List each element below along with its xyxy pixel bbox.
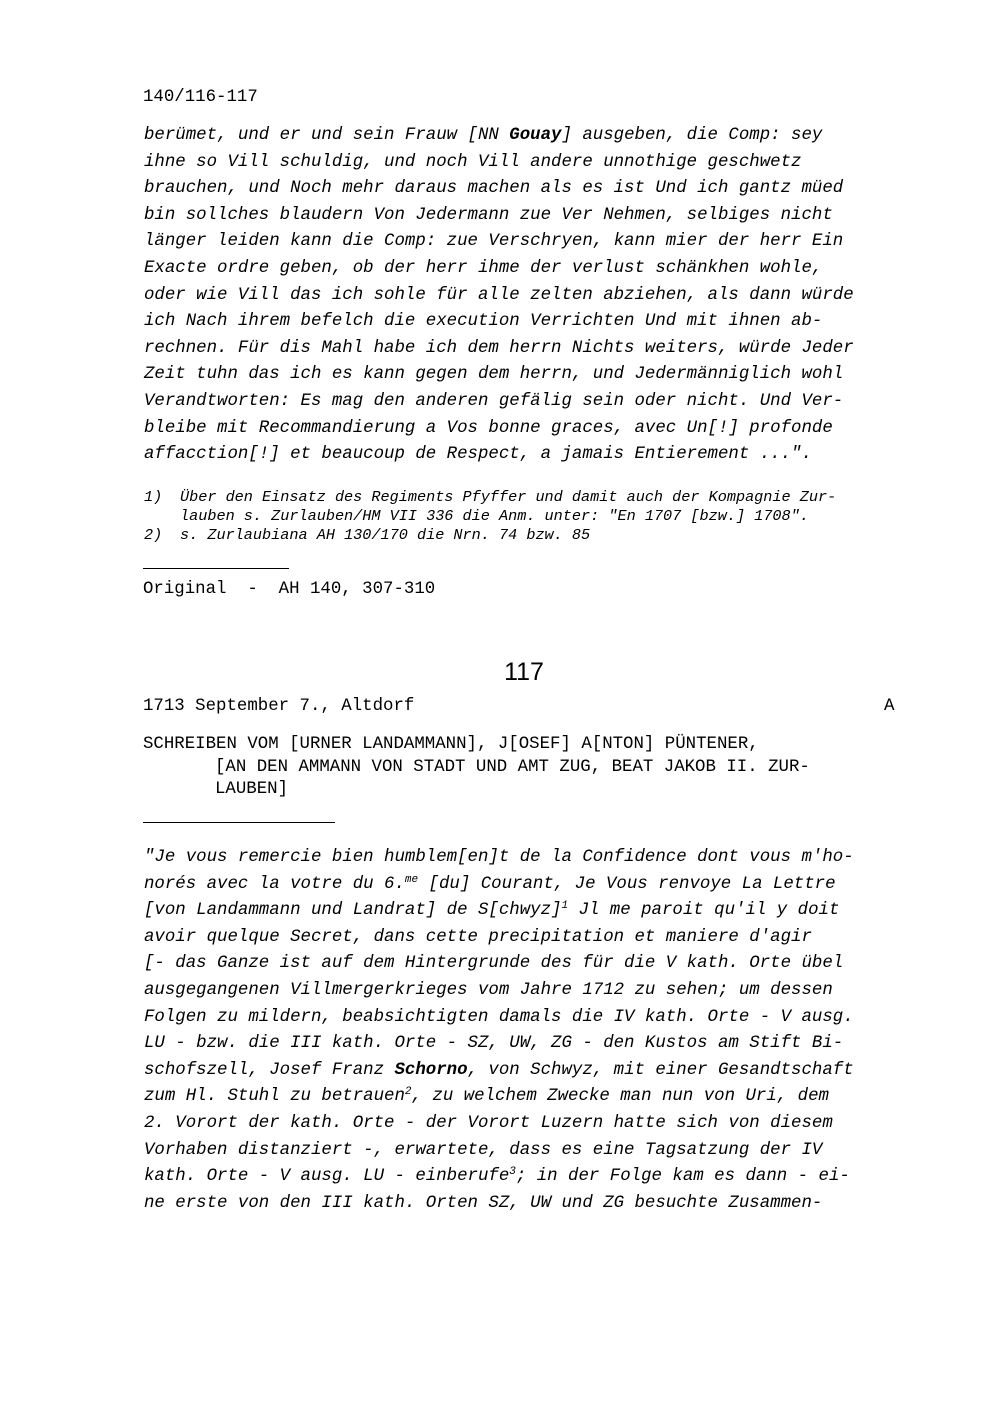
text-line xyxy=(144,203,904,230)
text-run: länger leiden kann die Comp: zue Verschryen, kann mier der herr Ein xyxy=(144,232,844,252)
document-number: 117 xyxy=(504,658,544,686)
text-run: schofszell, Josef Franz xyxy=(144,1060,395,1080)
text-line xyxy=(144,1084,914,1111)
footnote-line xyxy=(144,507,914,526)
superscript-ref: 1 xyxy=(561,900,569,913)
text-run: [von Landammann und Landrat] de S[chwyz] xyxy=(144,901,562,921)
bold-name: Gouay xyxy=(509,126,562,145)
text-run: ihne so Vill schuldig, und noch Vill andere unnothige geschwetz xyxy=(144,152,802,172)
text-line xyxy=(144,1191,914,1218)
text-run: affacction[!] et beaucoup de Respect, a jamais Entierement ...". xyxy=(144,445,812,465)
text-line xyxy=(144,336,904,363)
text-run: ne erste von den III kath. Orten SZ, UW und ZG besuchte Zusammen- xyxy=(144,1193,823,1213)
document-date-place: 1713 September 7., Altdorf xyxy=(143,697,415,716)
language-mark: A xyxy=(884,697,895,716)
text-line xyxy=(144,1005,914,1032)
text-run: bin sollches blaudern Von Jedermann zue Ver Nehmen, selbiges nicht xyxy=(144,205,833,225)
text-run: ich Nach ihrem befelch die execution Verrichten Und mit ihnen ab- xyxy=(144,312,823,332)
text-line xyxy=(144,951,914,978)
footnote-number: 1) xyxy=(144,488,163,506)
text-line xyxy=(144,1031,914,1058)
footnotes xyxy=(144,488,914,545)
document-title-line-3: LAUBEN] xyxy=(215,780,289,799)
text-line xyxy=(144,1138,914,1165)
text-line xyxy=(144,1111,914,1138)
text-run: [- das Ganze ist auf dem Hintergrunde des für die V kath. Orte übel xyxy=(144,954,844,974)
footnote-text: s. Zurlaubiana AH 130/170 die Nrn. 74 bzw. 85 xyxy=(180,526,591,544)
text-line xyxy=(144,256,904,283)
footnote-text: lauben s. Zurlauben/HM VII 336 die Anm. unter: "En 1707 [bzw.] 1708". xyxy=(180,507,809,525)
text-line xyxy=(144,898,914,925)
document-title-line-1: SCHREIBEN VOM [URNER LANDAMMANN], J[OSEF] A[NTON] PÜNTENER, xyxy=(143,735,759,754)
footnote-separator-rule xyxy=(143,568,289,569)
text-run: norés avec la votre du 6. xyxy=(144,874,405,894)
letter-body xyxy=(144,845,914,1217)
text-run: Zeit tuhn das ich es kann gegen dem herrn, und Jedermänniglich wohl xyxy=(144,365,844,385)
footnote-text: Über den Einsatz des Regiments Pfyffer und damit auch der Kompagnie Zur- xyxy=(180,488,837,506)
text-line xyxy=(144,925,914,952)
letter-continuation xyxy=(144,123,904,469)
text-line xyxy=(144,389,904,416)
text-run: , zu welchem Zwecke man nun von Uri, dem xyxy=(411,1087,829,1107)
page-header: 140/116-117 xyxy=(143,88,258,107)
text-line xyxy=(144,362,904,389)
source-note: Original - AH 140, 307-310 xyxy=(143,580,436,599)
footnote-line xyxy=(144,526,914,545)
text-line xyxy=(144,1164,914,1191)
title-separator-rule xyxy=(143,822,335,823)
text-line xyxy=(144,150,904,177)
superscript-ref: 2 xyxy=(404,1086,412,1099)
superscript-ref: 3 xyxy=(509,1166,516,1179)
text-run: ; in der Folge kam es dann - ei- xyxy=(515,1167,850,1187)
text-run: LU - bzw. die III kath. Orte - SZ, UW, ZG - den Kustos am Stift Bi- xyxy=(144,1034,844,1054)
text-run: Verandtworten: Es mag den anderen gefälig sein oder nicht. Und Ver- xyxy=(144,391,844,411)
text-run: ausgegangenen Villmergerkrieges vom Jahre 1712 zu sehen; um dessen xyxy=(144,980,833,1000)
text-line xyxy=(144,978,914,1005)
footnote-number: 2) xyxy=(144,526,163,544)
footnote-line xyxy=(144,488,914,507)
text-run: rechnen. Für dis Mahl habe ich dem herrn Nichts weiters, würde Jeder xyxy=(144,338,854,358)
text-run: [du] Courant, Je Vous renvoye La Lettre xyxy=(418,874,836,894)
text-run: Jl me paroit qu'il y doit xyxy=(568,901,840,921)
text-run: brauchen, und Noch mehr daraus machen als es ist Und ich gantz müed xyxy=(144,179,844,199)
text-run: , von Schwyz, mit einer Gesandtschaft xyxy=(467,1060,854,1080)
text-run: zum Hl. Stuhl zu betrauen xyxy=(144,1087,405,1107)
text-line xyxy=(144,416,904,443)
text-line xyxy=(144,123,904,150)
text-line xyxy=(144,442,904,469)
superscript-ref: me xyxy=(404,873,419,886)
text-line xyxy=(144,176,904,203)
text-line xyxy=(144,845,914,872)
document-title-line-2: [AN DEN AMMANN VON STADT UND AMT ZUG, BEAT JAKOB II. ZUR- xyxy=(215,758,810,777)
text-run: Folgen zu mildern, beabsichtigten damals die IV kath. Orte - V ausg. xyxy=(144,1007,854,1027)
text-run: ] ausgeben, die Comp: sey xyxy=(561,126,823,145)
text-line xyxy=(144,229,904,256)
bold-name: Schorno xyxy=(394,1060,468,1080)
text-run: Exacte ordre geben, ob der herr ihme der verlust schänkhen wohle, xyxy=(144,258,823,278)
text-run: oder wie Vill das ich sohle für alle zelten abziehen, als dann würde xyxy=(144,285,854,305)
text-run: Vorhaben distanziert -, erwartete, dass es eine Tagsatzung der IV xyxy=(144,1140,823,1160)
text-line xyxy=(144,283,904,310)
text-run: bleibe mit Recommandierung a Vos bonne graces, avec Un[!] profonde xyxy=(144,418,833,438)
text-run: kath. Orte - V ausg. LU - einberufe xyxy=(144,1167,510,1187)
text-run: berümet, und er und sein Frauw [NN xyxy=(144,126,510,145)
text-line xyxy=(144,872,914,899)
text-run: avoir quelque Secret, dans cette precipitation et maniere d'agir xyxy=(144,927,812,947)
text-run: "Je vous remercie bien humblem[en]t de la Confidence dont vous m'ho- xyxy=(144,848,854,867)
text-line xyxy=(144,1058,914,1085)
text-run: 2. Vorort der kath. Orte - der Vorort Luzern hatte sich von diesem xyxy=(144,1113,833,1133)
text-line xyxy=(144,309,904,336)
